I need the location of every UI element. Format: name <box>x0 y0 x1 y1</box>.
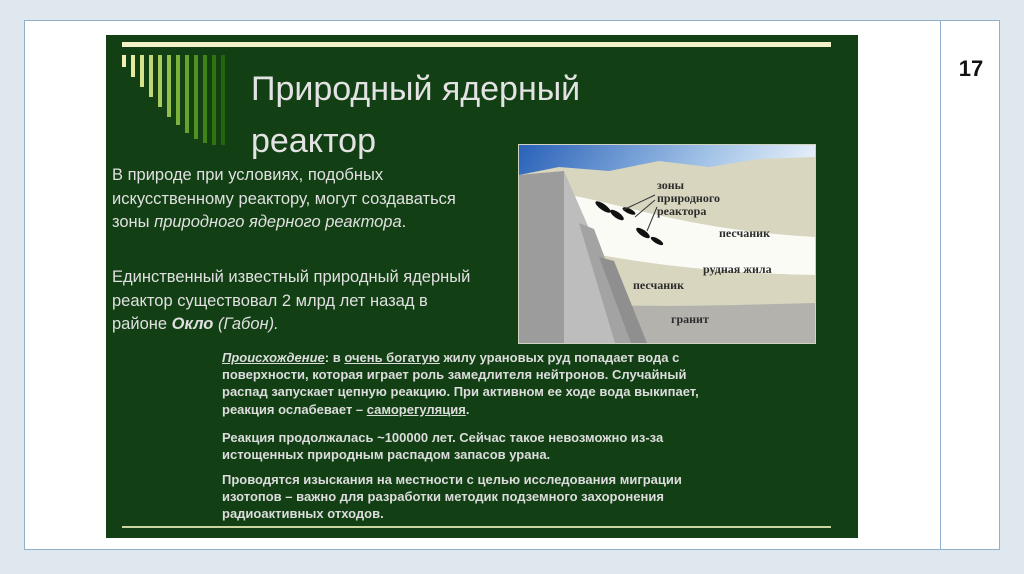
stripe <box>131 55 135 77</box>
note-duration: Реакция продолжалась ~100000 лет. Сейчас такое невозможно из-за истощенных природным распадом запасов урана. <box>222 430 664 463</box>
note-origin-self-regulation: саморегуляция <box>366 401 466 417</box>
p1-emphasis: природного ядерного реактора <box>154 213 402 231</box>
stripe <box>167 55 171 117</box>
stripe <box>194 55 198 139</box>
p2-text: Единственный известный природный ядерный реактор существовал 2 млрд лет назад в районе <box>112 268 471 333</box>
stripe <box>221 55 225 145</box>
label-zones-line-1: зоны <box>657 178 685 192</box>
paragraph-conditions <box>112 164 472 235</box>
stripe <box>176 55 180 125</box>
note-origin-text-a: : в <box>324 350 345 365</box>
label-zones-line-3: реактора <box>657 204 707 218</box>
title-line-1: Природный ядерный <box>251 70 581 108</box>
note-origin-rich: очень богатую <box>344 350 440 365</box>
note-origin <box>222 349 722 418</box>
rock-block-1-face <box>519 171 564 343</box>
top-rule <box>122 42 831 47</box>
p2-gabon: (Габон). <box>213 315 279 333</box>
stripe <box>149 55 153 97</box>
note-research: Проводятся изыскания на местности с целью исследования миграции изотопов – важно для разработки методик подземного захоронения радиоактивных отходов. <box>222 472 682 522</box>
frame-divider <box>940 20 941 550</box>
label-zones <box>657 179 720 218</box>
label-sandstone-lower: песчаник <box>633 278 684 292</box>
label-ore-vein: рудная жила <box>703 262 772 276</box>
p2-oklo: Окло <box>171 315 214 333</box>
label-zones-line-2: природного <box>657 191 720 205</box>
label-sandstone-upper: песчаник <box>719 226 770 240</box>
title-line-2: реактор <box>251 122 376 160</box>
paragraph-oklo <box>112 266 472 337</box>
stripe <box>122 55 126 67</box>
stripe <box>203 55 207 143</box>
stripe <box>212 55 216 145</box>
note-origin-text-b: жилу урановых руд попадает вода с поверхности, которая играет роль замедлителя нейтронов. Случайный распад запускает цепную реакцию. При активном ее ходе вода выкипает, реакция ослабевает – <box>222 350 699 417</box>
stripe <box>185 55 189 133</box>
geology-svg <box>519 145 815 343</box>
bottom-rule <box>122 526 831 528</box>
label-granite: гранит <box>671 312 709 326</box>
p1-text: В природе при условиях, подобных искусственному реактору, могут создаваться зоны <box>112 166 456 231</box>
page-number: 17 <box>958 56 984 81</box>
stripe <box>158 55 162 107</box>
note-origin-heading: Происхождение <box>222 350 325 365</box>
p1-end: . <box>401 213 407 231</box>
geology-diagram <box>518 144 816 344</box>
note-origin-end: . <box>465 401 470 417</box>
stripe <box>140 55 144 87</box>
slide <box>106 35 858 538</box>
